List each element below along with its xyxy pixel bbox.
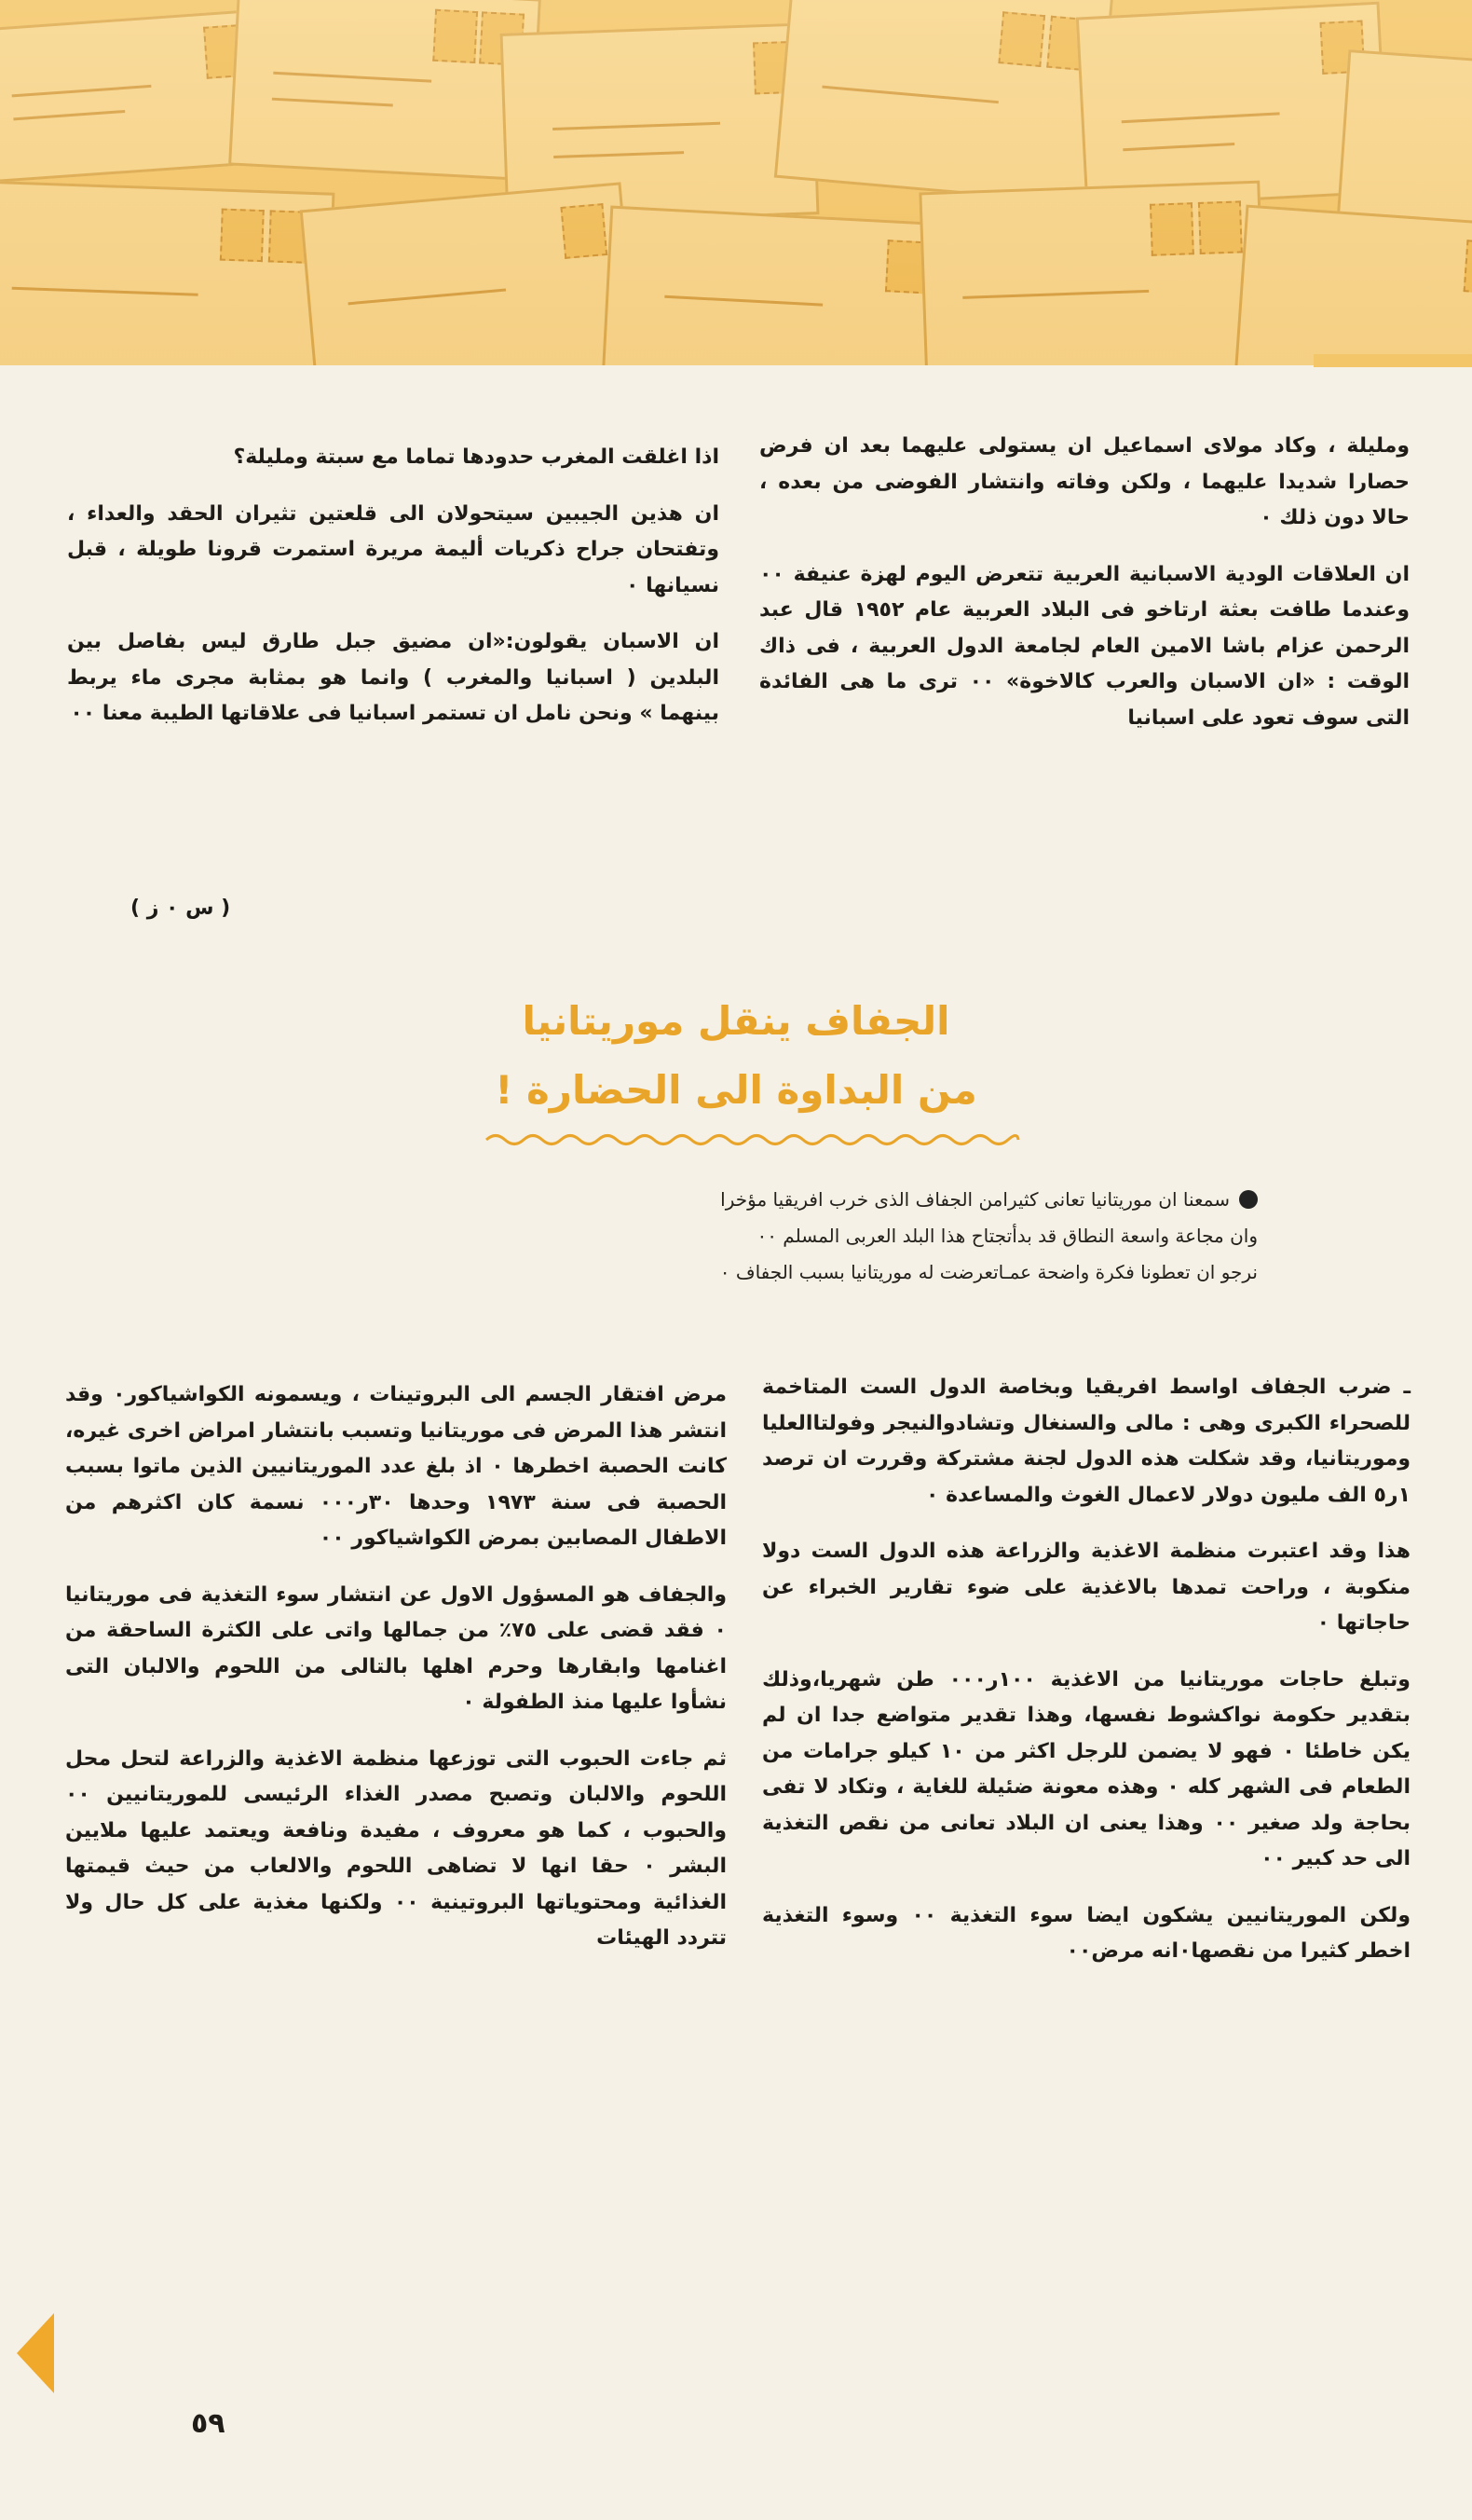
triangle-left-icon [17,2313,54,2393]
paragraph: ولكن الموريتانيين يشكون ايضا سوء التغذية ٠٠ وسوء التغذية اخطر كثيرا من نقصها٠انه مرض٠٠ [762,1903,1411,1963]
paragraph: وتبلغ حاجات موريتانيا من الاغذية ١٠٠ر٠٠٠ طن شهريا،وذلك بتقدير حكومة نواكشوط نفسها، وهذا تقدير متواضع جدا ان لم يكن خاطئا ٠ فهو لا يضمن للرجل اكثر من ١٠ كيلو جرامات من الطعام فى الشهر كله ٠ وهذه معونة ضئيلة للغاية ، وتكاد لا تفى بحاجة ولد صغير ٠٠ وهذا يعنى ان البلاد تعانى من نقص التغذية الى حد كبير ٠٠ [762,1667,1411,1870]
author-signature: ( س ٠ ز ) [130,897,231,920]
paragraph: هذا وقد اعتبرت منظمة الاغذية والزراعة هذه الدول الست دولا منكوبة ، وراحت تمدها بالاغذية على ضوء تقارير الخبراء عن حاجاتها ٠ [762,1540,1411,1635]
paragraph: اذا اغلقت المغرب حدودها تماما مع سبتة ومليلة؟ [233,445,719,469]
paragraph: ومليلة ، وكاد مولاى اسماعيل ان يستولى عليهما بعد ان فرض حصارا شديدا عليهما ، ولكن وفاته وانتشار الفوضى من بعده ، حالا دون ذلك ٠ [759,434,1410,529]
question-line: وان مجاعة واسعة النطاق قد بدأتجتاح هذا البلد العربى المسلم ٠٠ [756,1225,1258,1247]
reader-question [242,1182,1258,1291]
header-stamp-collage [0,0,1472,365]
top-article-right-column [759,429,1410,757]
paragraph: ان الاسبان يقولون:«ان مضيق جبل طارق ليس بفاصل بين البلدين ( اسبانيا والمغرب ) وانما هو بمثابة مجرى ماء يربط بينهما » ونحن نامل ان تستمر اسبانيا فى علاقاتها الطيبة معنا ٠٠ [67,630,719,725]
paragraph: ثم جاءت الحبوب التى توزعها منظمة الاغذية والزراعة لتحل محل اللحوم والالبان وتصبح مصدر الغذاء الرئيسى للموريتانيين ٠٠ والحبوب ، كما هو معروف ، مفيدة ونافعة ويعتمد عليها ملايين البشر ٠ حقا انها لا تضاهى اللحوم والالعاب من حيث قيمتها الغذائية ومحتوياتها البروتينية ٠٠ ولكنها مغذية على كل حال ولا تتردد الهيئات [65,1746,727,1950]
paragraph: ـ ضرب الجفاف اواسط افريقيا وبخاصة الدول الست المتاخمة للصحراء الكبرى وهى : مالى والسنغال وتشادوالنيجر وفولتاالعليا وموريتانيا، وقد شكلت هذه الدول لجنة مشتركة وقررت ان ترصد ١ر٥ الف مليون دولار لاعمال الغوث والمساعدة ٠ [762,1376,1411,1507]
paragraph: ان العلاقات الودية الاسبانية العربية تتعرض اليوم لهزة عنيفة ٠٠ وعندما طافت بعثة ارتاخو فى البلاد العربية عام ١٩٥٢ قال عبد الرحمن عزام باشا الامين العام لجامعة الدول العربية ، فى ذاك الوقت : «ان الاسبان والعرب كالاخوة» ٠٠ ترى ما هى الفائدة التى سوف تعود على اسبانيا [759,562,1410,730]
page-number: ٥٩ [191,2407,225,2440]
article-title-line-1: الجفاف ينقل موريتانيا [522,998,950,1044]
paragraph: والجفاف هو المسؤول الاول عن انتشار سوء التغذية فى موريتانيا ٠ فقد قضى على ٧٥٪ من جمالها واتى على الكثرة الساحقة من اغنامها وابقارها وحرم اهلها بالتالى من اللحوم والالبان التى نشأوا عليها منذ الطفولة ٠ [65,1582,727,1714]
article-right-column [762,1370,1411,1991]
paragraph: مرض افتقار الجسم الى البروتينات ، ويسمونه الكواشياكور٠ وقد انتشر هذا المرض فى موريتانيا وتسبب بانتشار امراض اخرى غيره، كانت الحصبة اخطرها ٠ اذ بلغ عدد الموريتانيين الذين ماتوا بسبب الحصبة فى سنة ١٩٧٣ وحدها ٣٠ر٠٠٠ نسمة كان اكثرهم من الاطفال المصابين بمرض الكواشياكور ٠٠ [65,1383,728,1550]
article-title-line-2: من البداوة الى الحضارة ! [495,1067,977,1113]
header-band-tab [1314,354,1472,367]
paragraph: ان هذين الجيبين سيتحولان الى قلعتين تثيران الحقد والعداء ، وتفتحان جراح ذكريات أليمة مريرة استمرت قرونا طويلة ، قبل نسيانها ٠ [67,501,719,597]
article-left-column [65,1377,727,1978]
wavy-divider-icon [484,1130,1020,1150]
question-line: نرجو ان تعطونا فكرة واضحة عمـاتعرضت له موريتانيا بسبب الجفاف ٠ [719,1261,1258,1283]
bullet-dot-icon [1239,1190,1258,1209]
question-line: سمعنا ان موريتانيا تعانى كثيرامن الجفاف الذى خرب افريقيا مؤخرا [242,1182,1258,1218]
top-article-left-column [67,440,719,753]
